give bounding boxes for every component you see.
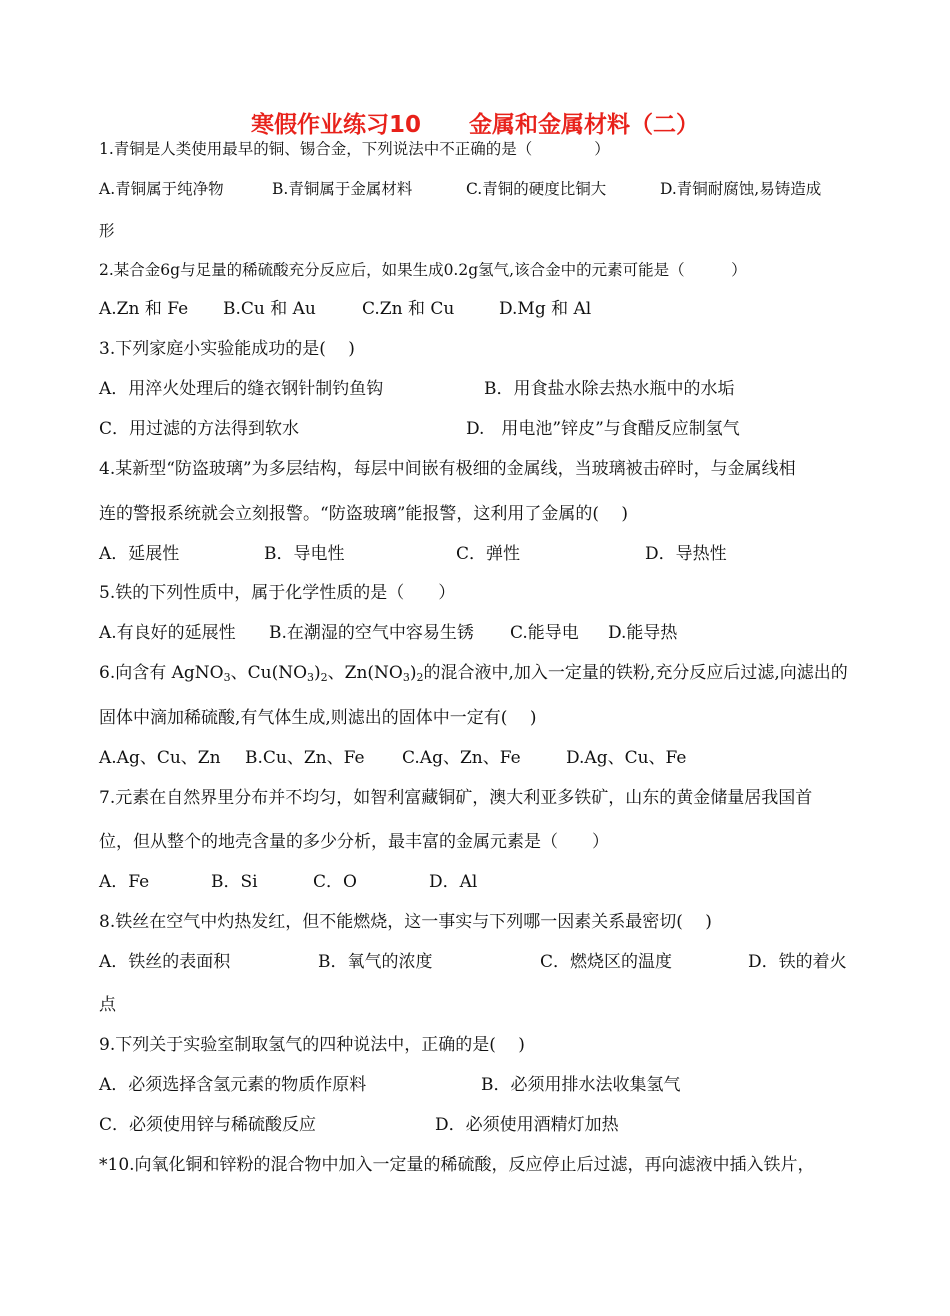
question-1-option-a: A.青铜属于纯净物 [99, 180, 224, 198]
question-1-option-b: B.青铜属于金属材料 [272, 180, 413, 198]
question-3-option-b: B．用食盐水除去热水瓶中的水垢 [484, 379, 735, 399]
question-1-option-d-continued: 形 [99, 222, 115, 240]
question-6-option-b: B.Cu、Zn、Fe [245, 748, 365, 768]
question-8-option-d: D．铁的着火 [748, 952, 847, 972]
question-4-stem-line-2: 连的警报系统就会立刻报警。“防盗玻璃”能报警，这利用了金属的( ) [99, 504, 629, 524]
question-2-option-a: A.Zn 和 Fe [99, 299, 189, 319]
question-7-option-d: D．Al [429, 872, 478, 892]
question-4-option-b: B．导电性 [264, 544, 345, 564]
question-3-option-d: D. 用电池”锌皮”与食醋反应制氢气 [466, 419, 740, 439]
question-8-stem: 8.铁丝在空气中灼热发红，但不能燃烧，这一事实与下列哪一因素关系最密切( ) [99, 912, 712, 932]
question-8-option-a: A．铁丝的表面积 [99, 952, 231, 972]
question-6-option-a: A.Ag、Cu、Zn [99, 748, 221, 768]
question-9-option-b: B．必须用排水法收集氢气 [481, 1075, 681, 1095]
question-7-option-b: B．Si [211, 872, 258, 892]
question-5-option-b: B.在潮湿的空气中容易生锈 [269, 623, 474, 643]
question-2-option-d: D.Mg 和 Al [499, 299, 592, 319]
question-9-stem: 9.下列关于实验室制取氢气的四种说法中，正确的是( ) [99, 1035, 525, 1055]
question-10-stem: *10.向氧化铜和锌粉的混合物中加入一定量的稀硫酸，反应停止后过滤，再向滤液中插入铁片， [99, 1155, 815, 1175]
question-8-option-d-continued: 点 [99, 995, 116, 1015]
question-5-option-d: D.能导热 [608, 623, 678, 643]
question-9-option-d: D．必须使用酒精灯加热 [435, 1115, 619, 1135]
question-1-option-c: C.青铜的硬度比铜大 [466, 180, 607, 198]
question-7-stem-line-2: 位，但从整个的地壳含量的多少分析，最丰富的金属元素是（ ） [99, 832, 609, 852]
question-2-option-b: B.Cu 和 Au [223, 299, 316, 319]
question-7-option-a: A．Fe [99, 872, 150, 892]
question-1-option-d: D.青铜耐腐蚀,易铸造成 [660, 180, 822, 198]
question-6-option-c: C.Ag、Zn、Fe [402, 748, 521, 768]
question-6-stem-line-2: 固体中滴加稀硫酸,有气体生成,则滤出的固体中一定有( ) [99, 708, 537, 728]
question-9-option-a: A．必须选择含氢元素的物质作原料 [99, 1075, 367, 1095]
question-7-option-c: C．O [313, 872, 357, 892]
question-4-option-c: C．弹性 [456, 544, 521, 564]
question-3-option-c: C．用过滤的方法得到软水 [99, 419, 300, 439]
question-5-option-a: A.有良好的延展性 [99, 623, 236, 643]
question-4-option-d: D．导热性 [645, 544, 727, 564]
question-8-option-c: C．燃烧区的温度 [540, 952, 673, 972]
question-6-stem-line-1: 6.向含有 AgNO$_3$、$Cu(NO_3)_2$、$Zn(NO_3)_2$的混合液中,加入一定量的铁粉,充分反应后过滤,向滤出的 [99, 663, 848, 684]
question-3-option-a: A．用淬火处理后的缝衣钢针制钓鱼钩 [99, 379, 384, 399]
page-title: 寒假作业练习10 金属和金属材料（二） [250, 112, 700, 138]
question-2-option-c: C.Zn 和 Cu [362, 299, 455, 319]
question-3-stem: 3.下列家庭小实验能成功的是( ) [99, 339, 355, 359]
question-5-stem: 5.铁的下列性质中，属于化学性质的是（ ） [99, 583, 456, 603]
question-5-option-c: C.能导电 [510, 623, 579, 643]
question-9-option-c: C．必须使用锌与稀硫酸反应 [99, 1115, 317, 1135]
question-1-stem: 1.青铜是人类使用最早的铜、锡合金，下列说法中不正确的是（ ） [99, 140, 610, 158]
question-2-stem: 2.某合金6g与足量的稀硫酸充分反应后，如果生成0.2g氢气,该合金中的元素可能是（ ） [99, 261, 747, 279]
question-4-stem-line-1: 4.某新型“防盗玻璃”为多层结构，每层中间嵌有极细的金属线，当玻璃被击碎时，与金属线相 [99, 459, 796, 479]
question-4-option-a: A．延展性 [99, 544, 180, 564]
question-8-option-b: B．氧气的浓度 [318, 952, 433, 972]
question-7-stem-line-1: 7.元素在自然界里分布并不均匀，如智利富藏铜矿，澳大利亚多铁矿，山东的黄金储量居我国首 [99, 788, 813, 808]
question-6-option-d: D.Ag、Cu、Fe [566, 748, 687, 768]
